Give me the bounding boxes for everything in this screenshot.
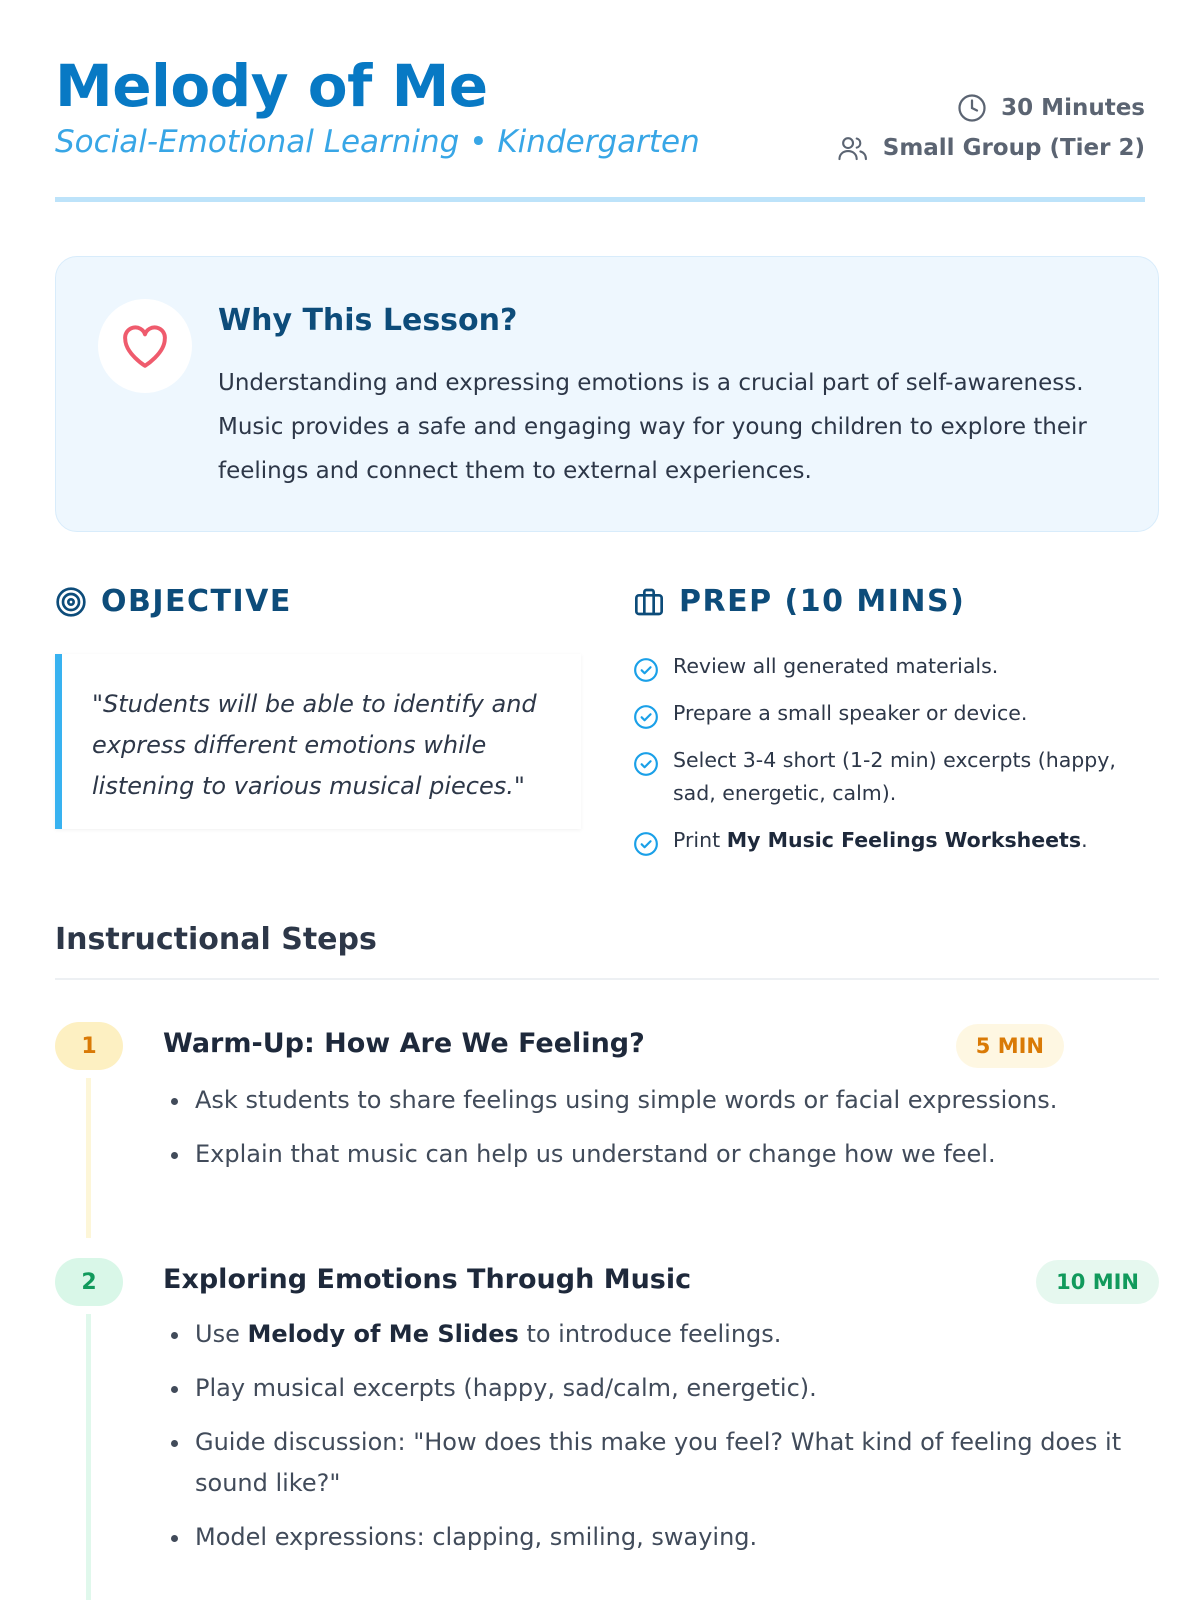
prep-item-bold: My Music Feelings Worksheets (726, 828, 1082, 852)
why-this-lesson-card (55, 256, 1159, 532)
duration-label: 30 Minutes (1001, 95, 1145, 121)
step-bullets (195, 1080, 1145, 1188)
prep-item-text: Prepare a small speaker or device. (673, 701, 1028, 725)
step-title: Exploring Emotions Through Music (163, 1264, 692, 1295)
prep-item-prefix: Print (673, 828, 727, 852)
step-timeline-line (86, 1078, 91, 1238)
step-bullet (195, 1314, 1145, 1355)
check-circle-icon (633, 751, 659, 777)
briefcase-icon (633, 586, 665, 618)
prep-item-text: Review all generated materials. (673, 654, 999, 678)
step-duration-badge: 10 MIN (1036, 1260, 1159, 1304)
step-bullet-prefix: Use (195, 1320, 248, 1348)
group-meta (837, 128, 1145, 168)
prep-item (633, 824, 1153, 857)
step-timeline-line (86, 1314, 91, 1600)
step-bullet: Ask students to share feelings using simple words or facial expressions. (195, 1080, 1145, 1121)
prep-checklist (633, 650, 1153, 871)
step-bullet-suffix: to introduce feelings. (518, 1320, 782, 1348)
page-title: Melody of Me (55, 52, 488, 120)
prep-item-suffix: . (1081, 828, 1088, 852)
steps-title: Instructional Steps (55, 922, 377, 957)
step-bullet: Model expressions: clapping, smiling, swaying. (195, 1517, 1145, 1558)
check-circle-icon (633, 831, 659, 857)
check-circle-icon (633, 704, 659, 730)
clock-icon (957, 93, 987, 123)
users-icon (837, 133, 869, 163)
lesson-header (55, 0, 1145, 202)
prep-heading (633, 584, 965, 619)
prep-heading-label: PREP (10 MINS) (679, 584, 966, 619)
step-duration-badge: 5 MIN (956, 1024, 1064, 1068)
step-bullet: Explain that music can help us understand or change how we feel. (195, 1134, 1145, 1175)
why-text: Understanding and expressing emotions is a crucial part of self-awareness. Music provides a safe and engaging way for young children to explore their feelings and connect them to external experiences. (218, 370, 1087, 484)
step-2 (55, 1258, 1159, 1600)
objective-quote-box (55, 654, 581, 829)
steps-divider (55, 978, 1159, 980)
prep-item (633, 744, 1153, 810)
step-bullet-bold: Melody of Me Slides (247, 1320, 519, 1348)
objective-heading (55, 584, 292, 619)
objective-text: "Students will be able to identify and express different emotions while listening to various musical pieces." (92, 690, 537, 800)
objective-heading-label: OBJECTIVE (101, 584, 292, 619)
target-icon (55, 586, 87, 618)
step-bullets (195, 1314, 1145, 1571)
duration-meta (837, 88, 1145, 128)
group-label: Small Group (Tier 2) (882, 135, 1145, 161)
lesson-meta (837, 88, 1145, 168)
step-title: Warm-Up: How Are We Feeling? (163, 1028, 645, 1059)
step-1 (55, 1022, 1159, 1222)
check-circle-icon (633, 657, 659, 683)
heart-icon (120, 323, 170, 369)
step-bullet: Play musical excerpts (happy, sad/calm, energetic). (195, 1368, 1145, 1409)
prep-item-text: Select 3-4 short (1-2 min) excerpts (happy, sad, energetic, calm). (673, 748, 1116, 805)
prep-item (633, 650, 1153, 683)
prep-item-text (673, 824, 1088, 857)
step-number: 2 (55, 1258, 123, 1306)
step-bullet: Guide discussion: "How does this make you feel? What kind of feeling does it sound like?" (195, 1422, 1145, 1504)
prep-item (633, 697, 1153, 730)
why-title: Why This Lesson? (218, 303, 518, 338)
step-number: 1 (55, 1022, 123, 1070)
page-subtitle: Social-Emotional Learning • Kindergarten (55, 124, 700, 160)
why-icon-circle (98, 299, 192, 393)
